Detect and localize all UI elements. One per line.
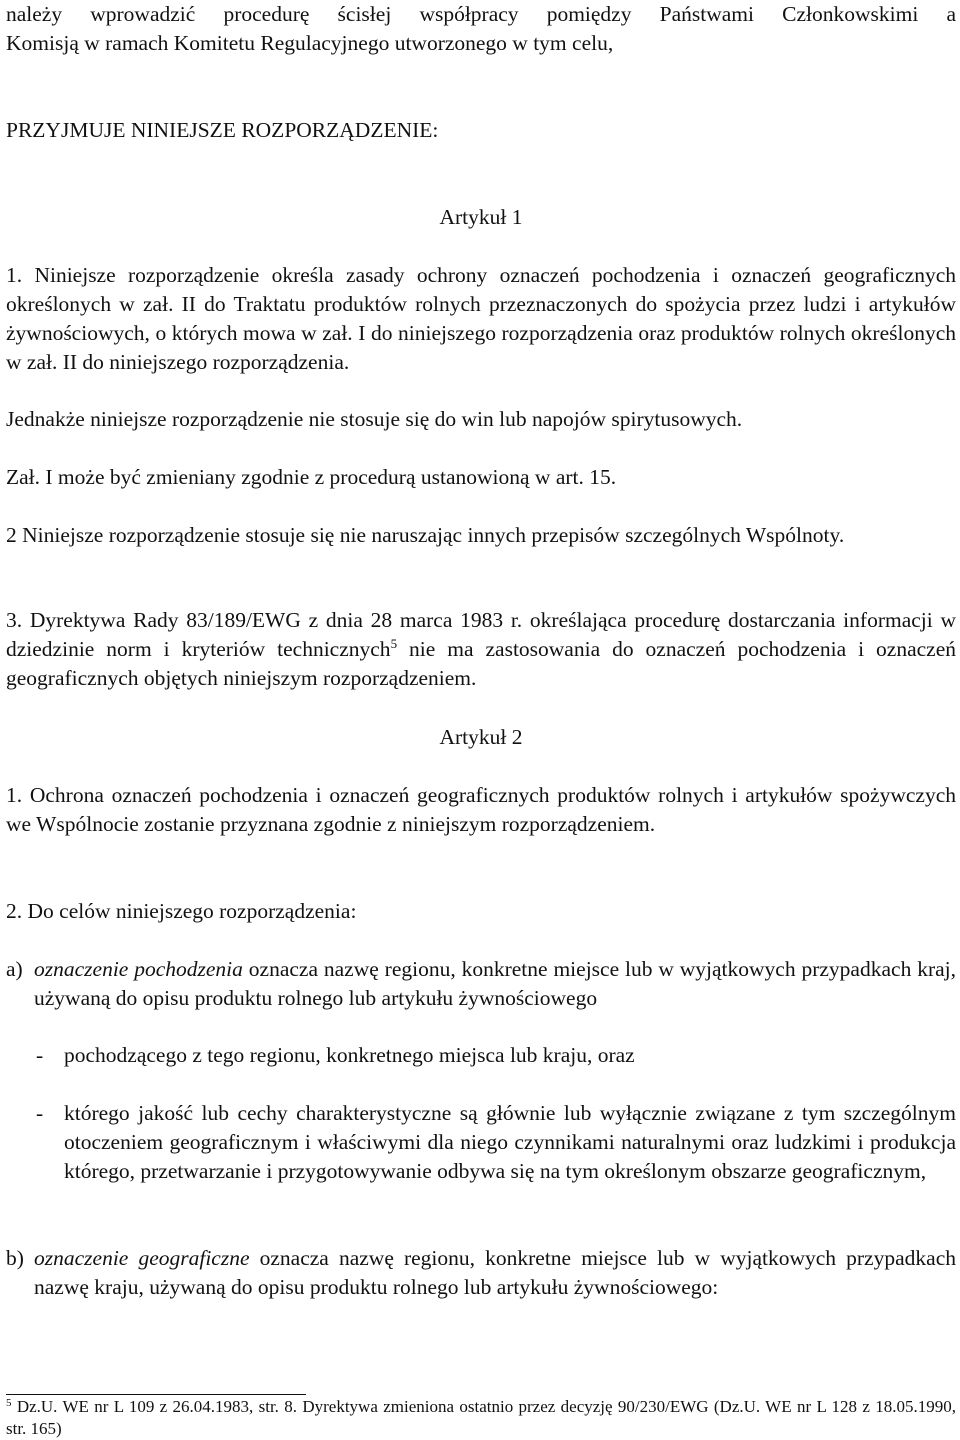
article-1-p5-before: 3. Dyrektywa Rady 83/189/EWG z dnia 28 marca 1983 r. określająca procedurę dostarczania informacji w dziedzinie norm i kryteriów technicznych <box>6 608 956 661</box>
bullet-1-text <box>6 1041 956 1070</box>
bullet-1-body: pochodzącego z tego regionu, konkretnego miejsca lub kraju, oraz <box>64 1043 635 1067</box>
intro-line-2: Komisją w ramach Komitetu Regulacyjnego utworzonego w tym celu, <box>6 31 614 55</box>
article-2-paragraph-2: 2. Do celów niniejszego rozporządzenia: <box>6 899 357 923</box>
definition-a-marker: a) <box>6 957 23 981</box>
definition-b-marker: b) <box>6 1246 24 1270</box>
definition-a-bullet-1 <box>6 1041 956 1070</box>
article-1-p5-after: nie ma zastosowania do oznaczeń pochodzenia i oznaczeń geograficznych objętych niniejszym rozporządzeniem. <box>6 637 956 690</box>
definition-a-text <box>6 955 956 1013</box>
bullet-2-dash: - <box>36 1101 44 1125</box>
definition-a-body: oznacza nazwę regionu, konkretne miejsce lub w wyjątkowych przypadkach kraj, używaną do opisu produktu rolnego lub artykułu żywnościowego <box>34 957 956 1010</box>
article-1-paragraph-1 <box>6 261 956 377</box>
article-1-paragraph-2: Jednakże niniejsze rozporządzenie nie stosuje się do win lub napojów spirytusowych. <box>6 407 743 431</box>
footnote-separator <box>6 1394 306 1395</box>
definition-b <box>6 1244 956 1302</box>
footnote-text: Dz.U. WE nr L 109 z 26.04.1983, str. 8. Dyrektywa zmieniona ostatnio przez decyzję 90/230/EWG (Dz.U. WE nr L 128 z 18.05.1990, str. 165) <box>6 1397 956 1438</box>
article-1-p1-text: 1. Niniejsze rozporządzenie określa zasady ochrony oznaczeń pochodzenia i oznaczeń geograficznych określonych w zał. II do Traktatu produktów rolnych przeznaczonych do spożycia przez ludzi i artykułów żywnościowych, o których mowa w zał. I do niniejszego rozporządzenia oraz produktów rolnych określonych w zał. II do niniejszego rozporządzenia. <box>6 263 956 374</box>
bullet-2-text <box>6 1099 956 1186</box>
footnote-reference-5: 5 <box>390 636 398 651</box>
definition-b-text <box>6 1244 956 1302</box>
article-2-heading: Artykuł 2 <box>439 725 523 749</box>
article-1-paragraph-4 <box>6 521 956 550</box>
definition-b-term: oznaczenie geograficzne <box>34 1246 250 1270</box>
bullet-1-dash: - <box>36 1043 44 1067</box>
definition-a <box>6 955 956 1013</box>
adopts-heading: PRZYJMUJE NINIEJSZE ROZPORZĄDZENIE: <box>6 118 439 142</box>
definition-a-term: oznaczenie pochodzenia <box>34 957 243 981</box>
definition-a-bullet-2 <box>6 1099 956 1186</box>
article-1-heading: Artykuł 1 <box>439 205 523 229</box>
footnote-mark: 5 <box>6 1397 12 1409</box>
article-1-p4-text: 2 Niniejsze rozporządzenie stosuje się nie naruszając innych przepisów szczególnych Wspólnoty. <box>6 523 845 547</box>
intro-block <box>6 0 956 58</box>
article-2-p1-text: 1. Ochrona oznaczeń pochodzenia i oznaczeń geograficznych produktów rolnych i artykułów spożywczych we Wspólnocie zostanie przyznana zgodnie z niniejszym rozporządzeniem. <box>6 783 956 836</box>
bullet-2-body: którego jakość lub cechy charakterystyczne są głównie lub wyłącznie związane z tym szczególnym otoczeniem geograficznym i właściwymi dla niego czynnikami naturalnymi oraz ludzkimi i produkcja którego, przetwarzanie i przygotowywanie odbywa się na tym określonym obszarze geograficznym, <box>64 1101 956 1183</box>
article-1-p5-text <box>6 606 956 693</box>
intro-line-1: należy wprowadzić procedurę ścisłej współpracy pomiędzy Państwami Członkowskimi a <box>6 2 956 26</box>
article-1-paragraph-5 <box>6 606 956 693</box>
footnote-5 <box>6 1396 956 1440</box>
definition-b-body: oznacza nazwę regionu, konkretne miejsce lub w wyjątkowych przypadkach nazwę kraju, używaną do opisu produktu rolnego lub artykułu żywnościowego: <box>34 1246 956 1299</box>
article-2-paragraph-1 <box>6 781 956 839</box>
article-1-paragraph-3: Zał. I może być zmieniany zgodnie z procedurą ustanowioną w art. 15. <box>6 465 617 489</box>
